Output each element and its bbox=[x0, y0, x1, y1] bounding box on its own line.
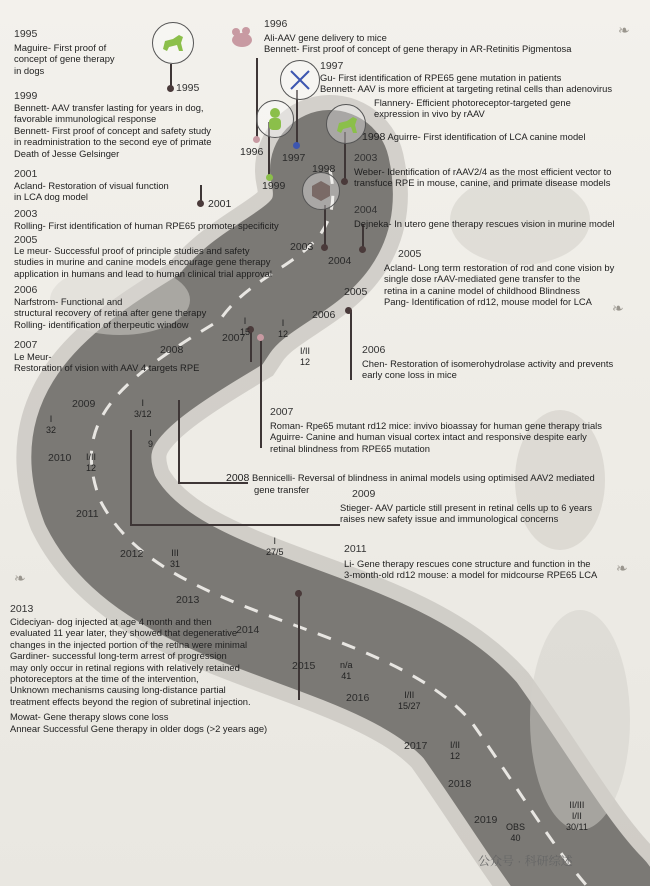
event-text bbox=[362, 358, 613, 381]
primate-icon bbox=[256, 100, 294, 138]
event-line: Gardiner- successful long-term arrest of progression bbox=[10, 650, 227, 662]
year-label: 2008 bbox=[226, 472, 250, 484]
event-line: Pang- Identification of rd12, mouse model for LCA bbox=[384, 296, 592, 308]
dna-icon bbox=[280, 60, 320, 100]
road-year: 2006 bbox=[312, 309, 336, 321]
year-label: 2003 bbox=[14, 208, 38, 220]
event-line: in LCA dog model bbox=[14, 191, 89, 203]
event-line: 3-month-old rd12 mouse: a model for midcourse RPE65 LCA bbox=[344, 569, 598, 581]
event-line: Flannery- Efficient photoreceptor-targeted gene bbox=[374, 97, 571, 108]
road-year: 2008 bbox=[160, 344, 184, 356]
connector bbox=[350, 310, 352, 380]
trial-label: I 15 bbox=[240, 316, 251, 337]
event-text bbox=[354, 218, 615, 229]
watermark: 公众号 · 科研综述 bbox=[478, 854, 573, 868]
event-text bbox=[384, 262, 614, 308]
timeline-dot bbox=[341, 178, 348, 185]
event-line: retina in a canine model of childhood Blindness bbox=[384, 284, 580, 296]
event-text bbox=[14, 180, 169, 203]
timeline-dot bbox=[257, 334, 264, 341]
event-line: expression in vivo by rAAV bbox=[374, 108, 485, 120]
event-text bbox=[344, 558, 597, 581]
road-year: 1999 bbox=[262, 180, 286, 192]
road-year: 2003 bbox=[290, 241, 314, 253]
trial-label: I 3/12 bbox=[134, 398, 152, 419]
road-year: 2011 bbox=[76, 508, 99, 520]
event-line: Death of Jesse Gelsinger bbox=[14, 147, 120, 159]
road-year: 1998 bbox=[312, 163, 336, 175]
year-label: 2003 bbox=[354, 152, 378, 164]
event-line: Ali-AAV gene delivery to mice bbox=[264, 32, 387, 43]
road-year: 2013 bbox=[176, 594, 200, 606]
event-line: structural recovery of retina after gene therapy bbox=[14, 307, 207, 319]
road-year: 2017 bbox=[404, 740, 428, 752]
timeline-dot bbox=[197, 200, 204, 207]
event-line: favorable immunological response bbox=[14, 113, 157, 125]
year-label: 1995 bbox=[176, 82, 200, 94]
event-text bbox=[362, 131, 585, 143]
event-line: retinal blindness from RPE65 mutation bbox=[270, 442, 430, 454]
pawprint-icon: ❧ bbox=[14, 570, 26, 586]
year-label: 1998 bbox=[362, 131, 386, 143]
year-label: 1999 bbox=[14, 90, 38, 102]
connector bbox=[130, 430, 132, 525]
timeline-dot bbox=[253, 136, 260, 143]
timeline-dot bbox=[167, 85, 174, 92]
event-line: Aguirre- Canine and human visual cortex intact and responsive despite early bbox=[270, 431, 587, 443]
trial-label: I 27/5 bbox=[266, 536, 284, 557]
year-label: 2005 bbox=[14, 234, 38, 246]
road-year: 2005 bbox=[344, 286, 368, 298]
dog-icon bbox=[152, 22, 194, 64]
event-line: studies in murine and canine models encourage gene therapy bbox=[14, 256, 271, 268]
event-text bbox=[374, 97, 571, 120]
event-line: single dose rAAV-mediated gene transfer to the bbox=[384, 273, 581, 285]
year-label: 1997 bbox=[320, 60, 344, 72]
year-label: 2006 bbox=[362, 344, 386, 356]
road-year: 2014 bbox=[236, 624, 260, 636]
event-line: Acland- Restoration of visual function bbox=[14, 180, 169, 191]
event-line: Chen- Restoration of isomerohydrolase activity and prevents bbox=[362, 358, 614, 369]
event-text bbox=[226, 472, 595, 496]
connector bbox=[324, 205, 326, 247]
trial-label: I 32 bbox=[46, 414, 57, 435]
event-line: Bennett- First proof of concept and safety study bbox=[14, 124, 211, 136]
connector bbox=[178, 400, 180, 482]
event-text bbox=[14, 102, 212, 159]
event-line: gene transfer bbox=[254, 484, 310, 496]
event-line: Gu- First identification of RPE65 gene mutation in patients bbox=[320, 72, 562, 83]
event-line: Rolling- identification of therpeutic window bbox=[14, 318, 189, 330]
event-line: Cideciyan- dog injected at age 4 month and then bbox=[10, 616, 212, 627]
event-line: Narfstrom- Functional and bbox=[14, 296, 123, 307]
event-line: Le Meur- bbox=[14, 351, 52, 362]
timeline-dot bbox=[359, 246, 366, 253]
event-line: may only occur in retinal regions with relatively retained bbox=[10, 661, 240, 673]
road-year: 1997 bbox=[282, 152, 306, 164]
connector bbox=[298, 590, 300, 700]
road-year: 2015 bbox=[292, 660, 316, 672]
road-year: 2019 bbox=[474, 814, 498, 826]
event-text bbox=[14, 42, 115, 76]
trial-label: I 9 bbox=[148, 428, 154, 449]
timeline-dot bbox=[345, 307, 352, 314]
event-line: Unknown mechanisms causing long-distance partial bbox=[10, 684, 226, 696]
year-label: 1996 bbox=[264, 18, 288, 30]
road-year: 2009 bbox=[72, 398, 96, 410]
pawprint-icon: ❧ bbox=[616, 560, 628, 576]
event-line: treatment effects beyond the region of subretinal injection. bbox=[10, 695, 251, 707]
connector bbox=[260, 338, 262, 448]
event-line: transfuce RPE in mouse, canine, and primate disease models bbox=[354, 177, 611, 189]
event-line: changes in the injected portion of the retina were minimal bbox=[10, 638, 248, 650]
year-label: 2013 bbox=[10, 603, 34, 615]
road-year: 2012 bbox=[120, 548, 144, 560]
event-line: concept of gene therapy bbox=[14, 53, 115, 65]
connector bbox=[130, 524, 340, 526]
road-year: 2007 bbox=[222, 332, 246, 344]
event-line: Annear Successful Gene therapy in older dogs (>2 years age) bbox=[10, 722, 268, 734]
event-line: Bennett- AAV transfer lasting for years in dog, bbox=[14, 102, 204, 113]
dog-icon bbox=[326, 104, 366, 144]
event-line: Acland- Long term restoration of rod and cone vision by bbox=[384, 262, 615, 273]
road-year: 1996 bbox=[240, 146, 264, 158]
event-line: Weber- Identification of rAAV2/4 as the most efficient vector to bbox=[354, 166, 612, 177]
event-line: Aguirre- First identification of LCA canine model bbox=[387, 131, 586, 142]
event-line: Dejneka- In utero gene therapy rescues vision in murine model bbox=[354, 218, 615, 229]
event-text bbox=[264, 32, 571, 55]
event-line: Bennett- First proof of concept of gene therapy in AR-Retinitis Pigmentosa bbox=[264, 43, 572, 55]
road-year: 2016 bbox=[346, 692, 370, 704]
trial-label: III 31 bbox=[170, 548, 181, 569]
event-line: application in humans and lead to human clinical trial approval bbox=[14, 267, 272, 279]
timeline-dot bbox=[293, 142, 300, 149]
year-label: 2011 bbox=[344, 543, 367, 555]
road-year: 2001 bbox=[208, 198, 232, 210]
trial-label: I/II 12 bbox=[450, 740, 461, 761]
event-line: raises new safety issue and immunological concerns bbox=[340, 513, 559, 525]
event-text bbox=[320, 72, 612, 95]
trial-label: I/II 15/27 bbox=[398, 690, 421, 711]
event-text bbox=[14, 220, 279, 231]
road-year: 2018 bbox=[448, 778, 472, 790]
road-year: 2010 bbox=[48, 452, 72, 464]
mouse-icon bbox=[226, 20, 260, 54]
event-line: early cone loss in mice bbox=[362, 369, 457, 381]
year-label: 2007 bbox=[270, 406, 294, 418]
event-line: Roman- Rpe65 mutant rd12 mice: invivo bioassay for human gene therapy trials bbox=[270, 420, 602, 431]
event-line: Li- Gene therapy rescues cone structure and function in the bbox=[344, 558, 591, 569]
event-line: Stieger- AAV particle still present in retinal cells up to 6 years bbox=[340, 502, 593, 513]
virus-icon bbox=[302, 172, 340, 210]
year-label: 2006 bbox=[14, 284, 38, 296]
connector bbox=[250, 330, 252, 362]
event-text bbox=[14, 296, 206, 330]
event-line: Bennett- AAV is more efficient at targeting retinal cells than adenovirus bbox=[320, 83, 613, 95]
event-line: in dogs bbox=[14, 64, 45, 76]
year-label: 1995 bbox=[14, 28, 38, 40]
year-label: 2005 bbox=[398, 248, 422, 260]
year-label: 2009 bbox=[352, 488, 376, 500]
trial-label: I/II 12 bbox=[300, 346, 311, 367]
event-text bbox=[340, 502, 592, 525]
trial-label: I 12 bbox=[278, 318, 289, 339]
event-line: Rolling- First identification of human RPE65 promoter specificity bbox=[14, 220, 279, 231]
event-text bbox=[10, 616, 267, 734]
event-line: Le meur- Successful proof of principle studies and safety bbox=[14, 245, 250, 256]
trial-label: I/II 12 bbox=[86, 452, 97, 473]
event-text bbox=[270, 420, 602, 454]
road-year: 2004 bbox=[328, 255, 352, 267]
year-label: 2007 bbox=[14, 339, 38, 351]
timeline-dot bbox=[321, 244, 328, 251]
year-label: 2004 bbox=[354, 204, 378, 216]
event-line: in readministration to the second eye of primate bbox=[14, 136, 212, 148]
pawprint-icon: ❧ bbox=[612, 300, 624, 316]
trial-label: II/III I/II 30/11 bbox=[566, 800, 588, 832]
event-line: photoreceptors at the time of the intervention, bbox=[10, 673, 199, 685]
trial-label: n/a 41 bbox=[340, 660, 353, 681]
event-line: Mowat- Gene therapy slows cone loss bbox=[10, 711, 169, 723]
event-text bbox=[354, 166, 611, 189]
trial-label: OBS 40 bbox=[506, 822, 526, 843]
pawprint-icon: ❧ bbox=[618, 22, 630, 38]
timeline-dot bbox=[295, 590, 302, 597]
event-line: evaluated 11 year later, they showed that degenerative bbox=[10, 627, 238, 639]
event-line: Maguire- First proof of bbox=[14, 42, 107, 53]
event-line: Bennicelli- Reversal of blindness in animal models using optimised AAV2 mediated bbox=[251, 472, 595, 483]
year-label: 2001 bbox=[14, 168, 38, 180]
event-line: Restoration of vision with AAV 4 targets RPE bbox=[14, 362, 200, 374]
event-text bbox=[14, 245, 272, 279]
